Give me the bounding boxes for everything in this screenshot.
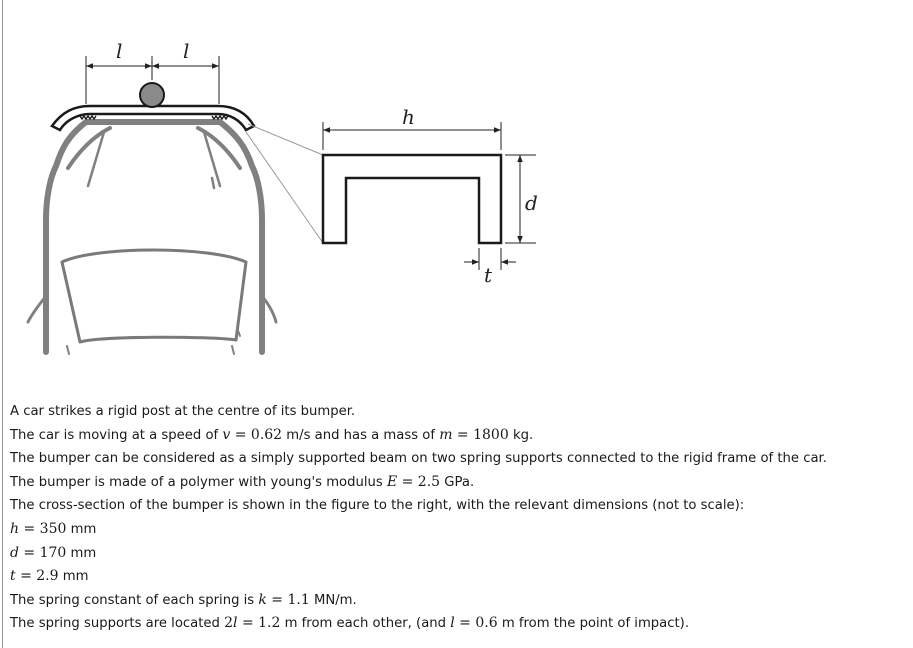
line-spring-spacing: The spring supports are located 2l = 1.2 m from each other, (and l = 0.6 m from the point of impact). (10, 615, 690, 632)
line-d-value: d = 170 mm (10, 544, 97, 561)
h-label: h (402, 105, 415, 129)
line-h-value: h = 350 mm (10, 520, 97, 537)
line-cross-section: The cross-section of the bumper is shown in the figure to the right, with the relevant dimensions (not to scale): (10, 498, 745, 514)
car-outline (28, 122, 276, 354)
l-label-right: l (183, 39, 190, 63)
rigid-post (140, 83, 164, 107)
left-spring (80, 116, 96, 119)
line-spring-constant: The spring constant of each spring is k = 1.1 MN/m. (10, 591, 357, 608)
problem-statement (10, 400, 905, 636)
t-label: t (484, 263, 493, 287)
line-modulus: The bumper is made of a polymer with young's modulus E = 2.5 GPa. (10, 473, 475, 490)
line-beam-model: The bumper can be considered as a simply supported beam on two spring supports connected to the rigid frame of the car. (10, 451, 827, 467)
cross-section (323, 155, 501, 243)
l-label-left: l (116, 39, 123, 63)
line-intro: A car strikes a rigid post at the centre of its bumper. (10, 404, 356, 419)
line-speed-mass: The car is moving at a speed of v = 0.62 m/s and has a mass of m = 1800 kg. (10, 426, 534, 443)
d-label: d (525, 191, 538, 215)
right-spring (212, 116, 228, 119)
line-t-value: t = 2.9 mm (10, 568, 89, 585)
